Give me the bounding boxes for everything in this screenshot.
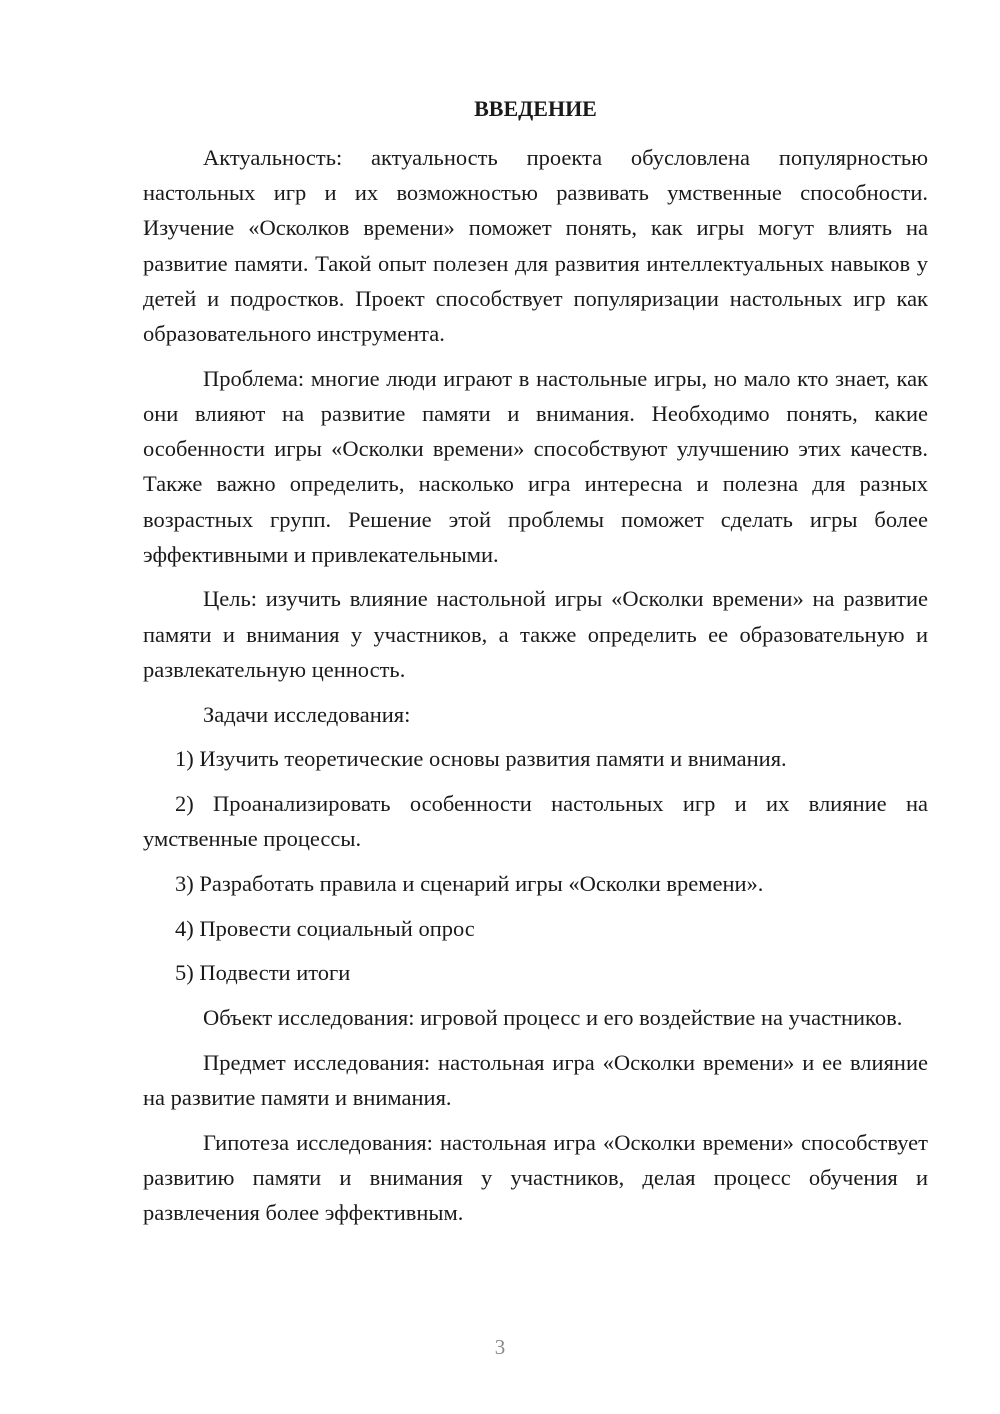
object-paragraph: Объект исследования: игровой процесс и его воздействие на участников. (203, 1004, 903, 1030)
document-body (143, 140, 928, 1240)
subject-paragraph: Предмет исследования: настольная игра «Осколки времени» и ее влияние на развитие памяти и внимания. (143, 1049, 928, 1110)
task-item-1: 1) Изучить теоретические основы развития памяти и внимания. (175, 746, 787, 772)
task-item-2: 2) Проанализировать особенности настольных игр и их влияние на умственные процессы. (143, 790, 928, 852)
relevance-paragraph: Актуальность: актуальность проекта обусловлена популярностью настольных игр и их возможностью развивать умственные способности. Изучение «Осколков времени» поможет понять, как игры могут влиять на развитие памяти. Такой опыт полезен для развития интеллектуальных навыков у детей и подростков. Проект способствует популяризации настольных игр как образовательного инструмента. (143, 145, 928, 347)
hypothesis-paragraph: Гипотеза исследования: настольная игра «Осколки времени» способствует развитию памяти и внимания у участников, делая процесс обучения и развлечения более эффективным. (143, 1129, 928, 1225)
page-title: ВВЕДЕНИЕ (474, 96, 597, 121)
tasks-heading: Задачи исследования: (203, 701, 411, 727)
goal-paragraph: Цель: изучить влияние настольной игры «Осколки времени» на развитие памяти и внимания у участников, а также определить ее образовательную и развлекательную ценность. (143, 586, 928, 682)
task-item-5: 5) Подвести итоги (175, 960, 351, 986)
task-item-3: 3) Разработать правила и сценарий игры «Осколки времени». (175, 870, 764, 896)
task-item-4: 4) Провести социальный опрос (175, 915, 475, 941)
page-number: 3 (494, 1335, 506, 1359)
problem-paragraph: Проблема: многие люди играют в настольные игры, но мало кто знает, как они влияют на развитие памяти и внимания. Необходимо понять, какие особенности игры «Осколки времени» способствуют улучшению этих качеств. Также важно определить, насколько игра интересна и полезна для разных возрастных групп. Решение этой проблемы поможет сделать игры более эффективными и привлекательными. (143, 365, 928, 567)
